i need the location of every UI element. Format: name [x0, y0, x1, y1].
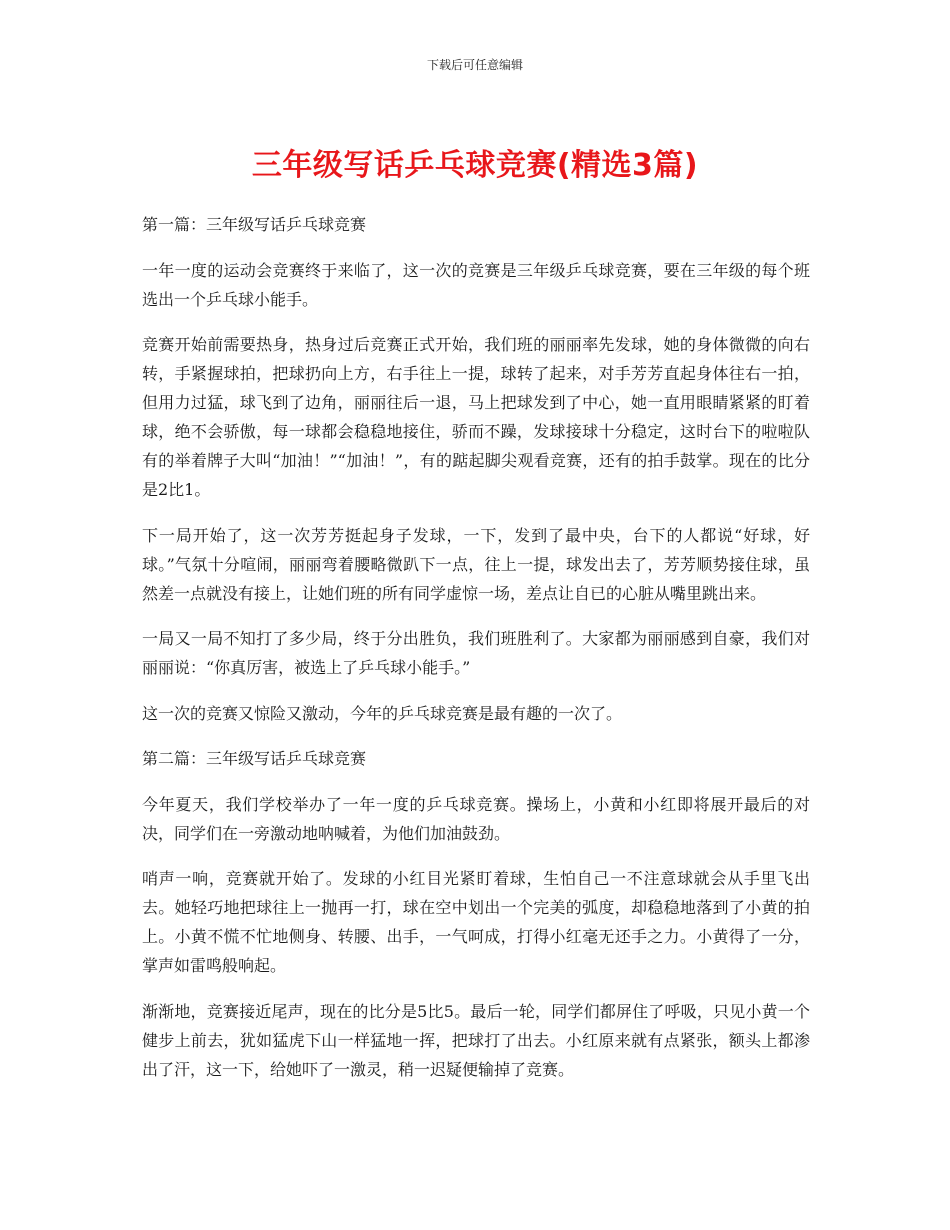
body-paragraph: 竞赛开始前需要热身，热身过后竞赛正式开始，我们班的丽丽率先发球，她的身体微微的向右转，手紧握球拍，把球扔向上方，右手往上一提，球转了起来，对手芳芳直起身体往右一拍，但用力过猛，球飞到了边角，丽丽往后一退，马上把球发到了中心，她一直用眼睛紧紧的盯着球，绝不会骄傲，每一球都会稳稳地接住，骄而不躁，发球接球十分稳定，这时台下的啦啦队有的举着牌子大叫“加油！”“加油！”，有的踮起脚尖观看竞赛，还有的拍手鼓掌。现在的比分是2比1。	[142, 335, 810, 499]
document-body	[142, 210, 810, 1100]
body-paragraph: 哨声一响，竞赛就开始了。发球的小红目光紧盯着球，生怕自己一不注意球就会从手里飞出去。她轻巧地把球往上一抛再一打，球在空中划出一个完美的弧度，却稳稳地落到了小黄的拍上。小黄不慌不忙地侧身、转腰、出手，一气呵成，打得小红毫无还手之力。小黄得了一分，掌声如雷鸣般响起。	[142, 869, 810, 975]
page-header: 下载后可任意编辑	[426, 58, 523, 72]
document-title: 三年级写话乒乓球竞赛(精选3篇)	[251, 148, 699, 183]
section-heading-1: 第一篇：三年级写话乒乓球竞赛	[142, 215, 367, 234]
body-paragraph: 一年一度的运动会竞赛终于来临了，这一次的竞赛是三年级乒乓球竞赛，要在三年级的每个班选出一个乒乓球小能手。	[142, 260, 810, 309]
body-paragraph: 一局又一局不知打了多少局，终于分出胜负，我们班胜利了。大家都为丽丽感到自豪，我们对丽丽说：“你真厉害，被选上了乒乓球小能手。”	[142, 629, 810, 677]
body-paragraph: 今年夏天，我们学校举办了一年一度的乒乓球竞赛。操场上，小黄和小红即将展开最后的对决，同学们在一旁激动地呐喊着，为他们加油鼓劲。	[142, 794, 810, 843]
body-paragraph: 这一次的竞赛又惊险又激动，今年的乒乓球竞赛是最有趣的一次了。	[142, 703, 623, 723]
body-paragraph: 渐渐地，竞赛接近尾声，现在的比分是5比5。最后一轮，同学们都屏住了呼吸，只见小黄一个健步上前去，犹如猛虎下山一样猛地一挥，把球打了出去。小红原来就有点紧张，额头上都渗出了汗，这一下，给她吓了一激灵，稍一迟疑便输掉了竞赛。	[142, 1001, 810, 1079]
body-paragraph: 下一局开始了，这一次芳芳挺起身子发球，一下，发到了最中央，台下的人都说“好球，好球。”气氛十分喧闹，丽丽弯着腰略微趴下一点，往上一提，球发出去了，芳芳顺势接住球，虽然差一点就没有接上，让她们班的所有同学虚惊一场，差点让自已的心脏从嘴里跳出来。	[142, 525, 810, 603]
section-heading-2: 第二篇：三年级写话乒乓球竞赛	[142, 749, 367, 768]
